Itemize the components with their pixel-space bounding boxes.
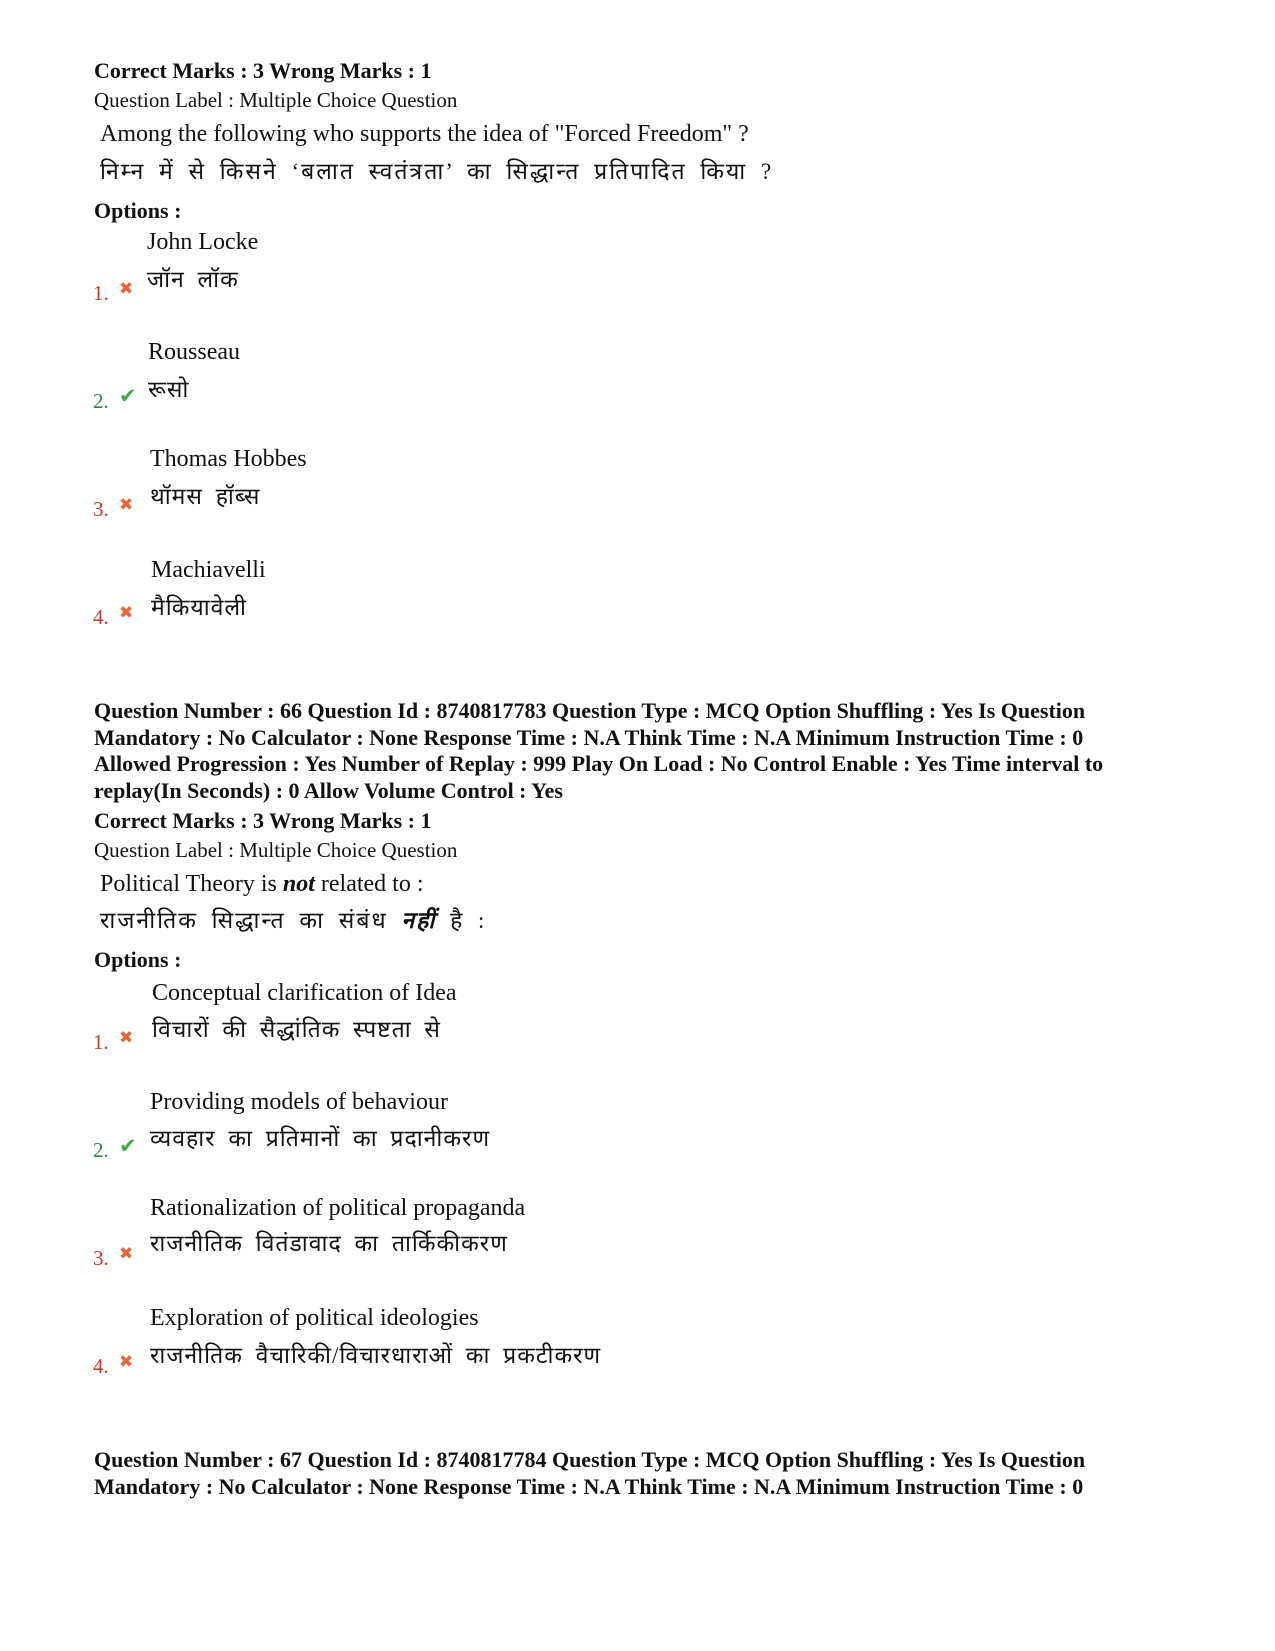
q66-stem-en	[100, 871, 424, 898]
wrong-cross-icon: ✖	[119, 603, 134, 623]
q65-option-1-hi: जॉन लॉक	[147, 267, 239, 292]
q66-option-3-en: Rationalization of political propaganda	[150, 1195, 526, 1221]
q66-option-2-hi: व्यवहार का प्रतिमानों का प्रदानीकरण	[150, 1126, 491, 1151]
q66-option-2-en: Providing models of behaviour	[150, 1089, 448, 1115]
q66-option-2-number: 2.	[93, 1138, 109, 1162]
correct-check-icon: ✔	[119, 1134, 137, 1158]
q66-meta-line: replay(In Seconds) : 0 Allow Volume Control : Yes	[94, 777, 563, 803]
q65-option-2-number: 2.	[93, 389, 109, 413]
q65-option-4-hi: मैकियावेली	[151, 595, 248, 620]
q66-stem-en-keyword: not	[282, 871, 315, 897]
q66-option-4-number: 4.	[93, 1354, 109, 1378]
q66-stem-en-pre: Political Theory is	[100, 871, 283, 897]
q66-stem-hi-pre: राजनीतिक सिद्धान्त का संबंध	[100, 908, 402, 933]
wrong-cross-icon: ✖	[119, 1352, 134, 1372]
q65-option-2-hi: रूसो	[148, 377, 190, 402]
q66-option-3-number: 3.	[93, 1246, 109, 1270]
q66-option-1-hi: विचारों की सैद्धांतिक स्पष्टता से	[152, 1017, 441, 1042]
q66-option-4-en: Exploration of political ideologies	[150, 1305, 479, 1331]
wrong-cross-icon: ✖	[119, 279, 134, 299]
q66-stem-hi-post: है :	[436, 908, 487, 933]
q67-meta	[94, 1447, 1214, 1500]
q65-label: Question Label : Multiple Choice Question	[94, 88, 458, 112]
q66-stem-en-post: related to :	[314, 871, 424, 897]
q65-option-2-en: Rousseau	[148, 339, 240, 365]
q65-option-1-number: 1.	[93, 281, 109, 305]
q66-option-1-en: Conceptual clarification of Idea	[152, 980, 457, 1006]
q66-meta	[94, 698, 1214, 804]
q66-meta-line: Allowed Progression : Yes Number of Replay : 999 Play On Load : No Control Enable : Yes Time interval to	[94, 751, 1104, 776]
q66-label: Question Label : Multiple Choice Question	[94, 838, 458, 862]
wrong-cross-icon: ✖	[119, 495, 134, 515]
q65-option-3-number: 3.	[93, 497, 109, 521]
correct-check-icon: ✔	[119, 384, 137, 408]
q65-option-3-en: Thomas Hobbes	[150, 446, 307, 472]
q67-meta-line: Mandatory : No Calculator : None Response Time : N.A Think Time : N.A Minimum Instruction Time : 0	[94, 1473, 1084, 1499]
q65-option-1-en: John Locke	[147, 229, 259, 255]
q65-option-4-en: Machiavelli	[151, 557, 266, 583]
q65-marks: Correct Marks : 3 Wrong Marks : 1	[94, 58, 432, 83]
q65-stem-hi: निम्न में से किसने ‘बलात स्वतंत्रता’ का सिद्धान्त प्रतिपादित किया ?	[100, 159, 774, 184]
q66-marks: Correct Marks : 3 Wrong Marks : 1	[94, 808, 432, 833]
q67-meta-line: Question Number : 67 Question Id : 8740817784 Question Type : MCQ Option Shuffling : Yes Is Question	[94, 1447, 1086, 1472]
q65-option-3-hi: थॉमस हॉब्स	[150, 484, 261, 509]
wrong-cross-icon: ✖	[119, 1028, 134, 1048]
q66-option-1-number: 1.	[93, 1030, 109, 1054]
wrong-cross-icon: ✖	[119, 1244, 134, 1264]
q66-meta-line: Mandatory : No Calculator : None Response Time : N.A Think Time : N.A Minimum Instruction Time : 0	[94, 724, 1084, 750]
q65-option-4-number: 4.	[93, 605, 109, 629]
q65-stem-en: Among the following who supports the idea of "Forced Freedom" ?	[100, 121, 749, 147]
q65-options-label: Options :	[94, 198, 182, 223]
q66-option-4-hi: राजनीतिक वैचारिकी/विचारधाराओं का प्रकटीकरण	[150, 1343, 602, 1368]
q66-option-3-hi: राजनीतिक वितंडावाद का तार्किकीकरण	[150, 1231, 508, 1256]
q66-stem-hi	[100, 903, 486, 935]
q66-options-label: Options :	[94, 947, 182, 972]
q66-meta-line: Question Number : 66 Question Id : 8740817783 Question Type : MCQ Option Shuffling : Yes Is Question	[94, 698, 1086, 723]
q66-stem-hi-keyword: नहीं	[401, 908, 437, 933]
